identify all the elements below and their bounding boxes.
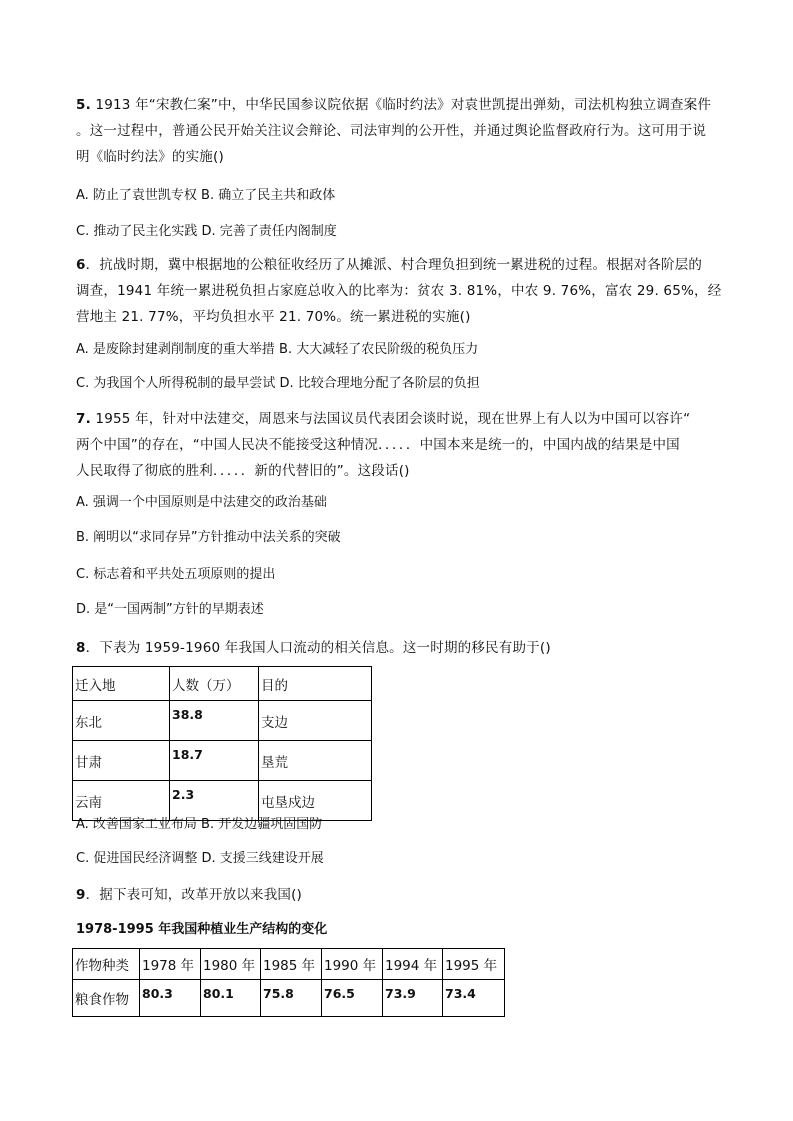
table-header-cell: 1978 年: [140, 949, 201, 980]
table-cell: 38.8: [170, 701, 259, 741]
question-5-number: 5.: [76, 97, 91, 113]
question-9: [76, 882, 726, 908]
question-7-line-1: 7. 1955 年，针对中法建交，周恩来与法国议员代表团会谈时说，现在世界上有人以为中国可以容许“: [76, 411, 691, 427]
table-header-cell: 1995 年: [443, 949, 505, 980]
crop-structure-table: [72, 948, 505, 1017]
table-row: [73, 980, 505, 1017]
table-cell: 2.3: [170, 781, 259, 821]
table-cell: 80.3: [140, 980, 201, 1017]
question-7-number: 7.: [76, 411, 91, 427]
table-cell: 80.1: [201, 980, 261, 1017]
question-7-line-3: 人民取得了彻底的胜利．．．．．新的代替旧的”。这段话(): [76, 463, 410, 479]
question-5: [76, 92, 726, 170]
migration-table: [72, 666, 372, 821]
question-8-number: 8: [76, 640, 86, 656]
question-5-line-3: 明《临时约法》的实施(): [76, 149, 224, 165]
question-7-option-a: A. 强调一个中国原则是中法建交的政治基础: [76, 495, 327, 510]
table-header-cell: 目的: [259, 667, 372, 701]
table-header-cell: 1980 年: [201, 949, 261, 980]
table-cell: 屯垦戍边: [259, 781, 372, 821]
table-caption: 1978-1995 年我国种植业生产结构的变化: [76, 922, 328, 937]
question-5-line-2: 。这一过程中，普通公民开始关注议会辩论、司法审判的公开性，并通过舆论监督政府行为。这可用于说: [76, 123, 707, 139]
table-cell: 甘肃: [73, 741, 170, 781]
table-cell: 73.9: [383, 980, 443, 1017]
table-cell: 75.8: [261, 980, 322, 1017]
question-6-options-cd: C. 为我国个人所得税制的最早尝试 D. 比较合理地分配了各阶层的负担: [76, 376, 480, 391]
table-header-cell: 1985 年: [261, 949, 322, 980]
question-5-line-1: 5. 1913 年“宋教仁案”中，中华民国参议院依据《临时约法》对袁世凯提出弹劾，司法机构独立调查案件: [76, 97, 712, 113]
table-cell: 18.7: [170, 741, 259, 781]
question-9-line-1: 9．据下表可知，改革开放以来我国(): [76, 887, 303, 903]
question-7: [76, 406, 726, 484]
question-7-option-c: C. 标志着和平共处五项原则的提出: [76, 567, 276, 582]
question-7-line-2: 两个中国”的存在，“中国人民决不能接受这种情况．．．．．中国本来是统一的，中国内战的结果是中国: [76, 437, 680, 453]
table-cell: 76.5: [322, 980, 383, 1017]
table-cell: 垦荒: [259, 741, 372, 781]
table-cell: 粮食作物: [73, 980, 140, 1017]
table-cell: 73.4: [443, 980, 505, 1017]
question-6-line-2: 调查，1941 年统一累进税负担占家庭总收入的比率为：贫农 3. 81%，中农 9. 76%，富农 29. 65%，经: [76, 283, 722, 299]
question-7-option-d: D. 是“一国两制”方针的早期表述: [76, 602, 264, 617]
question-6-line-1: 6．抗战时期，冀中根据地的公粮征收经历了从摊派、村合理负担到统一累进税的过程。根据对各阶层的: [76, 257, 703, 273]
table-header-cell: 1994 年: [383, 949, 443, 980]
table-header-row: [73, 949, 505, 980]
table-header-cell: 1990 年: [322, 949, 383, 980]
table-row: [73, 741, 372, 781]
question-6-options-ab: A. 是废除封建剥削制度的重大举措 B. 大大减轻了农民阶级的税负压力: [76, 342, 479, 357]
table-header-cell: 人数（万）: [170, 667, 259, 701]
question-6-number: 6: [76, 257, 86, 273]
question-8-options-ab: A. 改善国家工业布局 B. 开发边疆巩固国防: [76, 817, 323, 832]
table-header-cell: 作物种类: [73, 949, 140, 980]
question-7-option-b: B. 阐明以“求同存异”方针推动中法关系的突破: [76, 530, 341, 545]
table-header-cell: 迁入地: [73, 667, 170, 701]
question-6-line-3: 营地主 21. 77%，平均负担水平 21. 70%。统一累进税的实施(): [76, 309, 471, 325]
table-cell: 云南: [73, 781, 170, 821]
question-8-options-cd: C. 促进国民经济调整 D. 支援三线建设开展: [76, 851, 324, 866]
question-8-line-1: 8．下表为 1959-1960 年我国人口流动的相关信息。这一时期的移民有助于(): [76, 640, 551, 656]
table-row: [73, 701, 372, 741]
table-cell: 支边: [259, 701, 372, 741]
question-5-options-cd: C. 推动了民主化实践 D. 完善了责任内阁制度: [76, 224, 337, 239]
table-cell: 东北: [73, 701, 170, 741]
question-8: [76, 635, 726, 661]
question-5-options-ab: A. 防止了袁世凯专权 B. 确立了民主共和政体: [76, 188, 336, 203]
question-9-number: 9: [76, 887, 86, 903]
table-header-row: [73, 667, 372, 701]
question-6: [76, 252, 726, 330]
